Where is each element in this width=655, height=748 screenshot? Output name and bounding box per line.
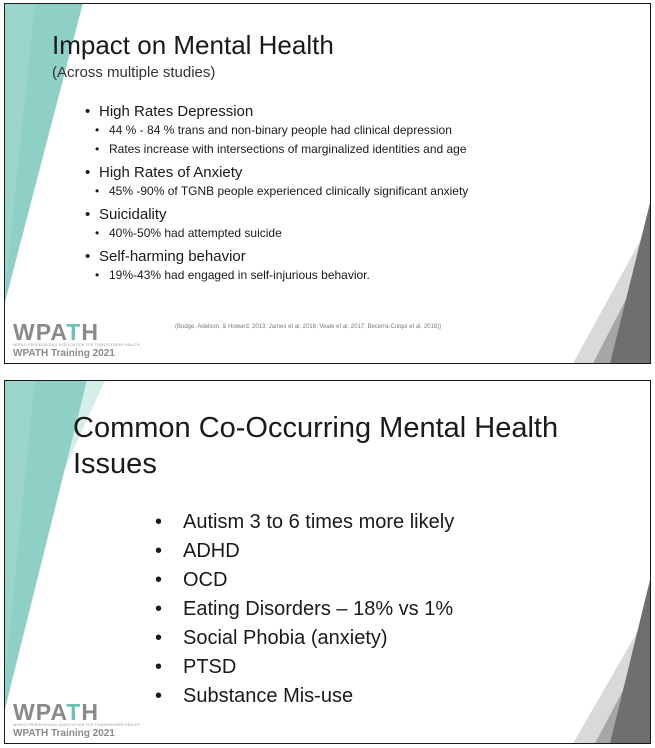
slide-title: Common Co-Occurring Mental Health Issues [73, 412, 559, 481]
bullet-text: Self-harming behavior [99, 248, 246, 265]
bullet-list [85, 98, 468, 285]
sub-bullet: • 40%-50% had attempted suicide [95, 224, 468, 243]
bullet-text: High Rates of Anxiety [99, 164, 243, 181]
bullet-item: • Eating Disorders – 18% vs 1% [155, 595, 454, 624]
sub-bullet: • Rates increase with intersections of marginalized identities and age [95, 140, 468, 159]
logo-training-label: WPATH Training 2021 [13, 728, 115, 739]
bullet-item: • OCD [155, 566, 454, 595]
sub-bullet: • 45% -90% of TGNB people experienced clinically significant anxiety [95, 182, 468, 201]
bullet-list [155, 508, 454, 711]
bullet-suicidality [85, 205, 468, 224]
citation: (Budge, Adelson, & Howard, 2013; James et al, 2016; Veale et al, 2017; Becerra-Culqui et al, 2018)) [175, 324, 442, 330]
bullet-self-harm [85, 247, 468, 266]
bullet-item: • ADHD [155, 537, 454, 566]
slide-co-occurring-issues [4, 380, 651, 744]
sub-bullet: • 44 % - 84 % trans and non-binary people had clinical depression [95, 121, 468, 140]
bullet-item: • Social Phobia (anxiety) [155, 624, 454, 653]
logo-wordmark [13, 321, 143, 343]
slide-impact-mental-health [4, 3, 651, 364]
logo-tagline: WORLD PROFESSIONAL ASSOCIATION FOR TRANSGENDER HEALTH [13, 723, 140, 727]
logo-word-accent: T [66, 319, 82, 345]
slide-title: Impact on Mental Health [52, 30, 334, 60]
logo-wordmark [13, 701, 143, 723]
bullet-item: • Autism 3 to 6 times more likely [155, 508, 454, 537]
logo-word-start: WPA [13, 319, 67, 345]
bullet-item: • PTSD [155, 653, 454, 682]
logo-word-start: WPA [13, 699, 67, 725]
logo-tagline: WORLD PROFESSIONAL ASSOCIATION FOR TRANSGENDER HEALTH [13, 343, 140, 347]
wpath-logo [13, 701, 143, 740]
slide-subtitle: (Across multiple studies) [52, 64, 216, 81]
logo-word-accent: T [66, 699, 82, 725]
bullet-item: • Substance Mis-use [155, 682, 454, 711]
bullet-depression [85, 102, 468, 121]
logo-word-end: H [81, 319, 99, 345]
bullet-text: High Rates Depression [99, 103, 254, 120]
logo-training-label: WPATH Training 2021 [13, 348, 115, 359]
bullet-anxiety [85, 163, 468, 182]
right-dark-gray-shape [610, 203, 650, 363]
bullet-text: Suicidality [99, 206, 167, 223]
logo-word-end: H [81, 699, 99, 725]
sub-bullet: • 19%-43% had engaged in self-injurious behavior. [95, 266, 468, 285]
wpath-logo [13, 321, 143, 360]
